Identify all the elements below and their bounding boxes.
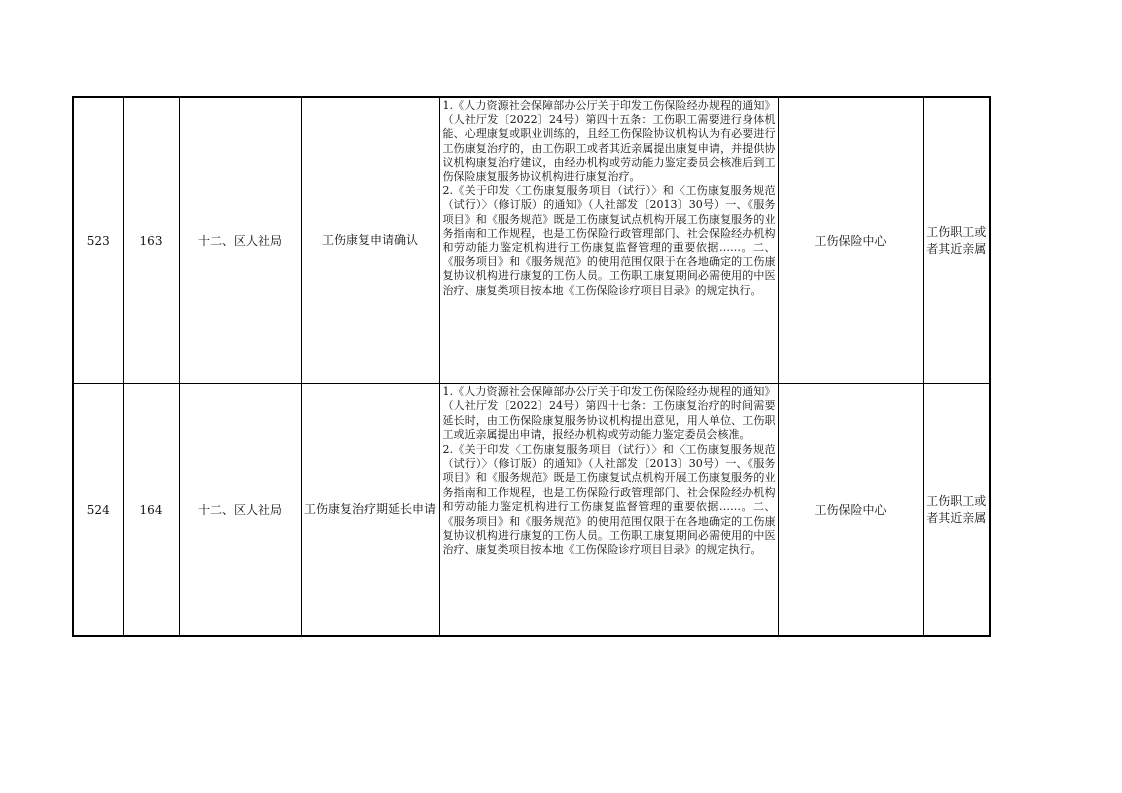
department-cell: 十二、区人社局 [179, 384, 301, 637]
sub-seq-cell: 163 [123, 97, 179, 384]
table-row [73, 97, 990, 384]
agency-cell: 工伤保险中心 [778, 384, 923, 637]
agency-cell: 工伤保险中心 [778, 97, 923, 384]
item-name-cell: 工伤康复申请确认 [301, 97, 439, 384]
item-name-cell: 工伤康复治疗期延长申请 [301, 384, 439, 637]
basis-paragraph: 2.《关于印发〈工伤康复服务项目（试行）〉和〈工伤康复服务规范（试行）〉（修订版）的通知》（人社部发〔2013〕30号）一、《服务项目》和《服务规范》既是工伤康复试点机构开展工伤康复服务的业务指南和工作规程，也是工伤保险行政管理部门、社会保险经办机构和劳动能力鉴定机构进行工伤康复监督管理的重要依据……。二、《服务项目》和《服务规范》的使用范围仅限于在各地确定的工伤康复协议机构进行康复的工伤人员。工伤职工康复期间必需使用的中医治疗、康复类项目按本地《工伤保险诊疗项目目录》的规定执行。 [442, 442, 776, 557]
target-cell: 工伤职工或者其近亲属 [923, 384, 990, 637]
seq-cell: 523 [73, 97, 123, 384]
legal-basis-cell [439, 97, 778, 384]
seq-cell: 524 [73, 384, 123, 637]
service-items-table [72, 96, 991, 637]
sub-seq-cell: 164 [123, 384, 179, 637]
basis-paragraph: 2.《关于印发〈工伤康复服务项目（试行）〉和〈工伤康复服务规范（试行）〉（修订版）的通知》（人社部发〔2013〕30号）一、《服务项目》和《服务规范》既是工伤康复试点机构开展工伤康复服务的业务指南和工作规程，也是工伤保险行政管理部门、社会保险经办机构和劳动能力鉴定机构进行工伤康复监督管理的重要依据……。二、《服务项目》和《服务规范》的使用范围仅限于在各地确定的工伤康复协议机构进行康复的工伤人员。工伤职工康复期间必需使用的中医治疗、康复类项目按本地《工伤保险诊疗项目目录》的规定执行。 [442, 184, 776, 297]
department-cell: 十二、区人社局 [179, 97, 301, 384]
legal-basis-cell [439, 384, 778, 637]
target-cell: 工伤职工或者其近亲属 [923, 97, 990, 384]
basis-paragraph: 1.《人力资源社会保障部办公厅关于印发工伤保险经办规程的通知》（人社厅发〔2022〕24号）第四十七条：工伤康复治疗的时间需要延长时，由工伤保险康复服务协议机构提出意见，用人单位、工伤职工或近亲属提出申请，报经办机构或劳动能力鉴定委员会核准。 [442, 385, 776, 442]
table-row [73, 384, 990, 637]
basis-paragraph: 1.《人力资源社会保障部办公厅关于印发工伤保险经办规程的通知》（人社厅发〔2022〕24号）第四十五条：工伤职工需要进行身体机能、心理康复或职业训练的，且经工伤保险协议机构认为有必要进行工伤康复治疗的，由工伤职工或者其近亲属提出康复申请，并提供协议机构康复治疗建议，由经办机构或劳动能力鉴定委员会核准后到工伤保险康复服务协议机构进行康复治疗。 [442, 99, 776, 184]
